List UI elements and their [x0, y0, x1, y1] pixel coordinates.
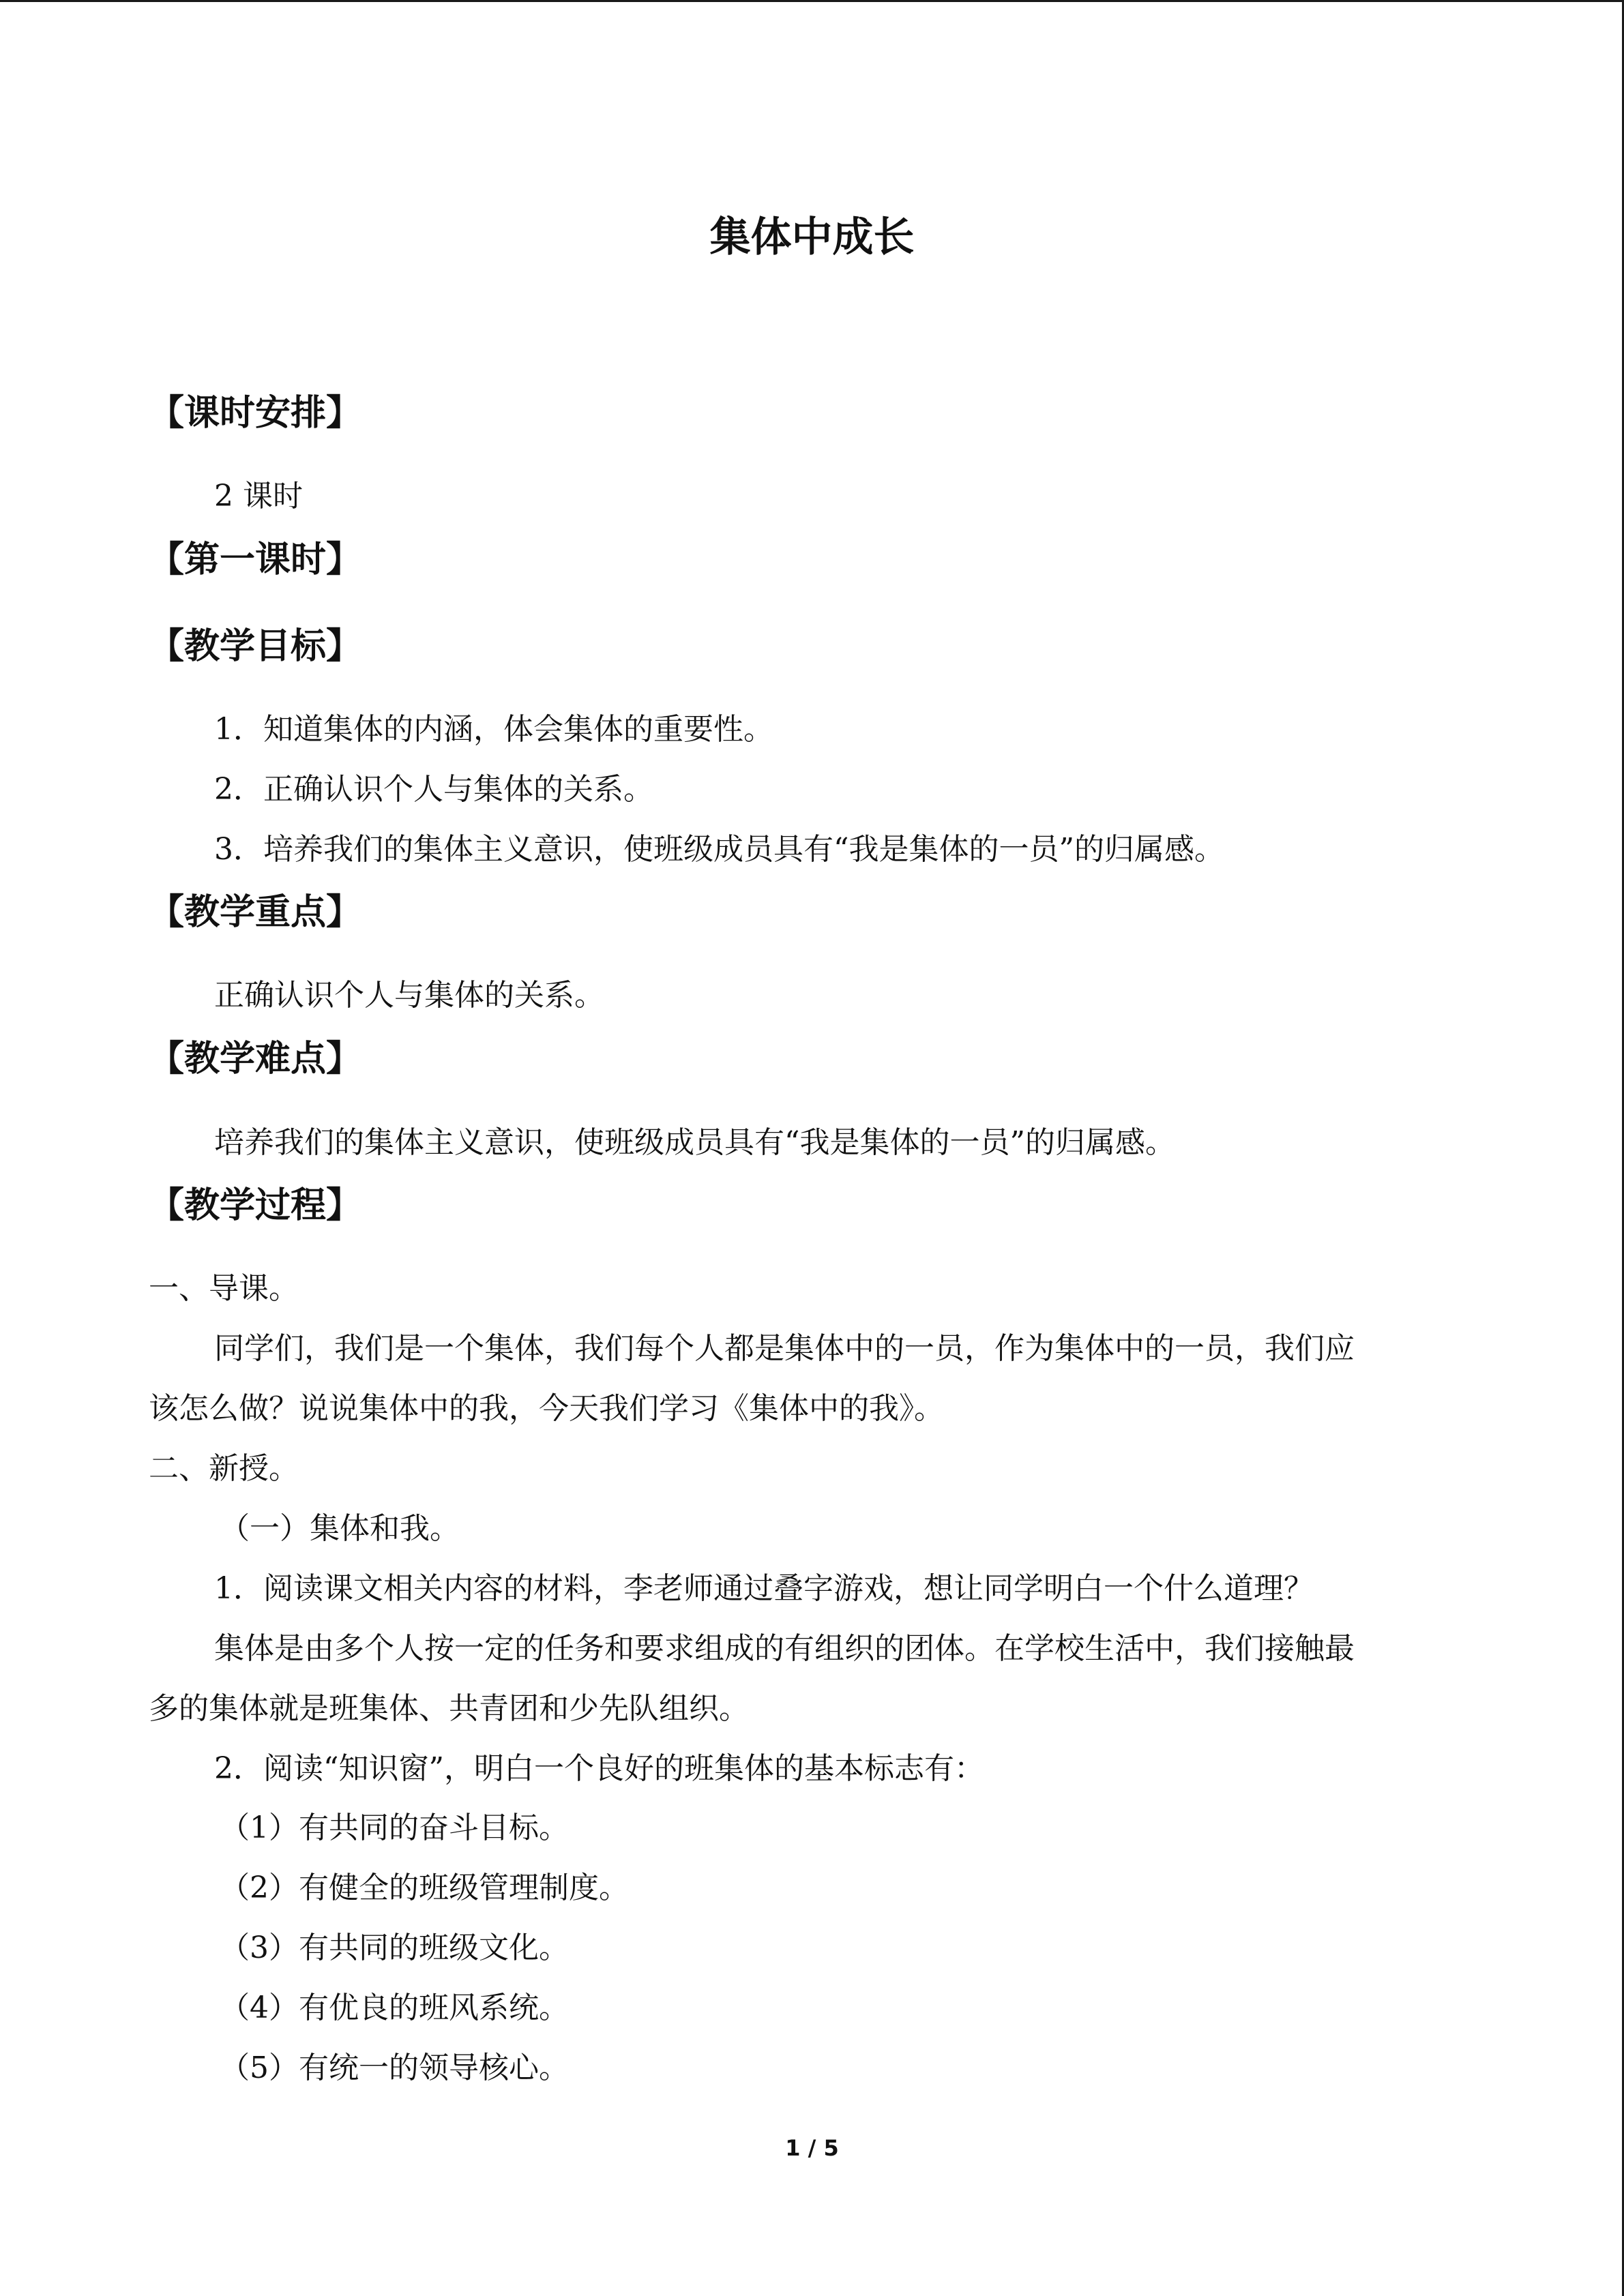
page-number: 1 / 5 [785, 2135, 839, 2161]
heading-objectives: 【教学目标】 [149, 626, 362, 667]
class-mark-item-3: （3）有共同的班级文化。 [220, 1930, 569, 1965]
class-mark-item-5: （5）有统一的领导核心。 [220, 2051, 569, 2085]
objective-item-2: 2．正确认识个人与集体的关系。 [214, 772, 653, 807]
schedule-text: 2 课时 [214, 479, 303, 513]
process-part1-paragraph-line1: 同学们，我们是一个集体，我们每个人都是集体中的一员，作为集体中的一员，我们应 [214, 1331, 1355, 1366]
class-mark-item-4: （4）有优良的班风系统。 [220, 1991, 569, 2025]
process-part2-title: 二、新授。 [149, 1451, 299, 1486]
process-part1-paragraph-line2: 该怎么做？说说集体中的我，今天我们学习《集体中的我》。 [149, 1391, 944, 1426]
heading-key-points: 【教学重点】 [149, 892, 362, 933]
process-part1-title: 一、导课。 [149, 1271, 299, 1306]
process-item1-paragraph-line2: 多的集体就是班集体、共青团和少先队组织。 [149, 1691, 749, 1726]
document-title: 集体中成长 [709, 213, 915, 261]
heading-first-lesson: 【第一课时】 [149, 539, 362, 580]
objective-item-3: 3．培养我们的集体主义意识，使班级成员具有“我是集体的一员”的归属感。 [214, 832, 1224, 867]
key-points-text: 正确认识个人与集体的关系。 [214, 978, 604, 1013]
page-top-border [0, 0, 1624, 2]
heading-schedule: 【课时安排】 [149, 393, 362, 434]
process-item-2: 2．阅读“知识窗”，明白一个良好的班集体的基本标志有： [214, 1751, 984, 1786]
objective-item-1: 1．知道集体的内涵，体会集体的重要性。 [214, 712, 773, 747]
difficulties-text: 培养我们的集体主义意识，使班级成员具有“我是集体的一员”的归属感。 [214, 1125, 1175, 1160]
class-mark-item-1: （1）有共同的奋斗目标。 [220, 1810, 569, 1845]
heading-difficulties: 【教学难点】 [149, 1039, 362, 1079]
process-item1-paragraph-line1: 集体是由多个人按一定的任务和要求组成的有组织的团体。在学校生活中，我们接触最 [214, 1631, 1355, 1666]
class-mark-item-2: （2）有健全的班级管理制度。 [220, 1870, 629, 1905]
process-item-1: 1．阅读课文相关内容的材料，李老师通过叠字游戏，想让同学明白一个什么道理？ [214, 1571, 1314, 1606]
heading-process: 【教学过程】 [149, 1185, 362, 1226]
process-sub1-title: （一）集体和我。 [220, 1511, 460, 1546]
